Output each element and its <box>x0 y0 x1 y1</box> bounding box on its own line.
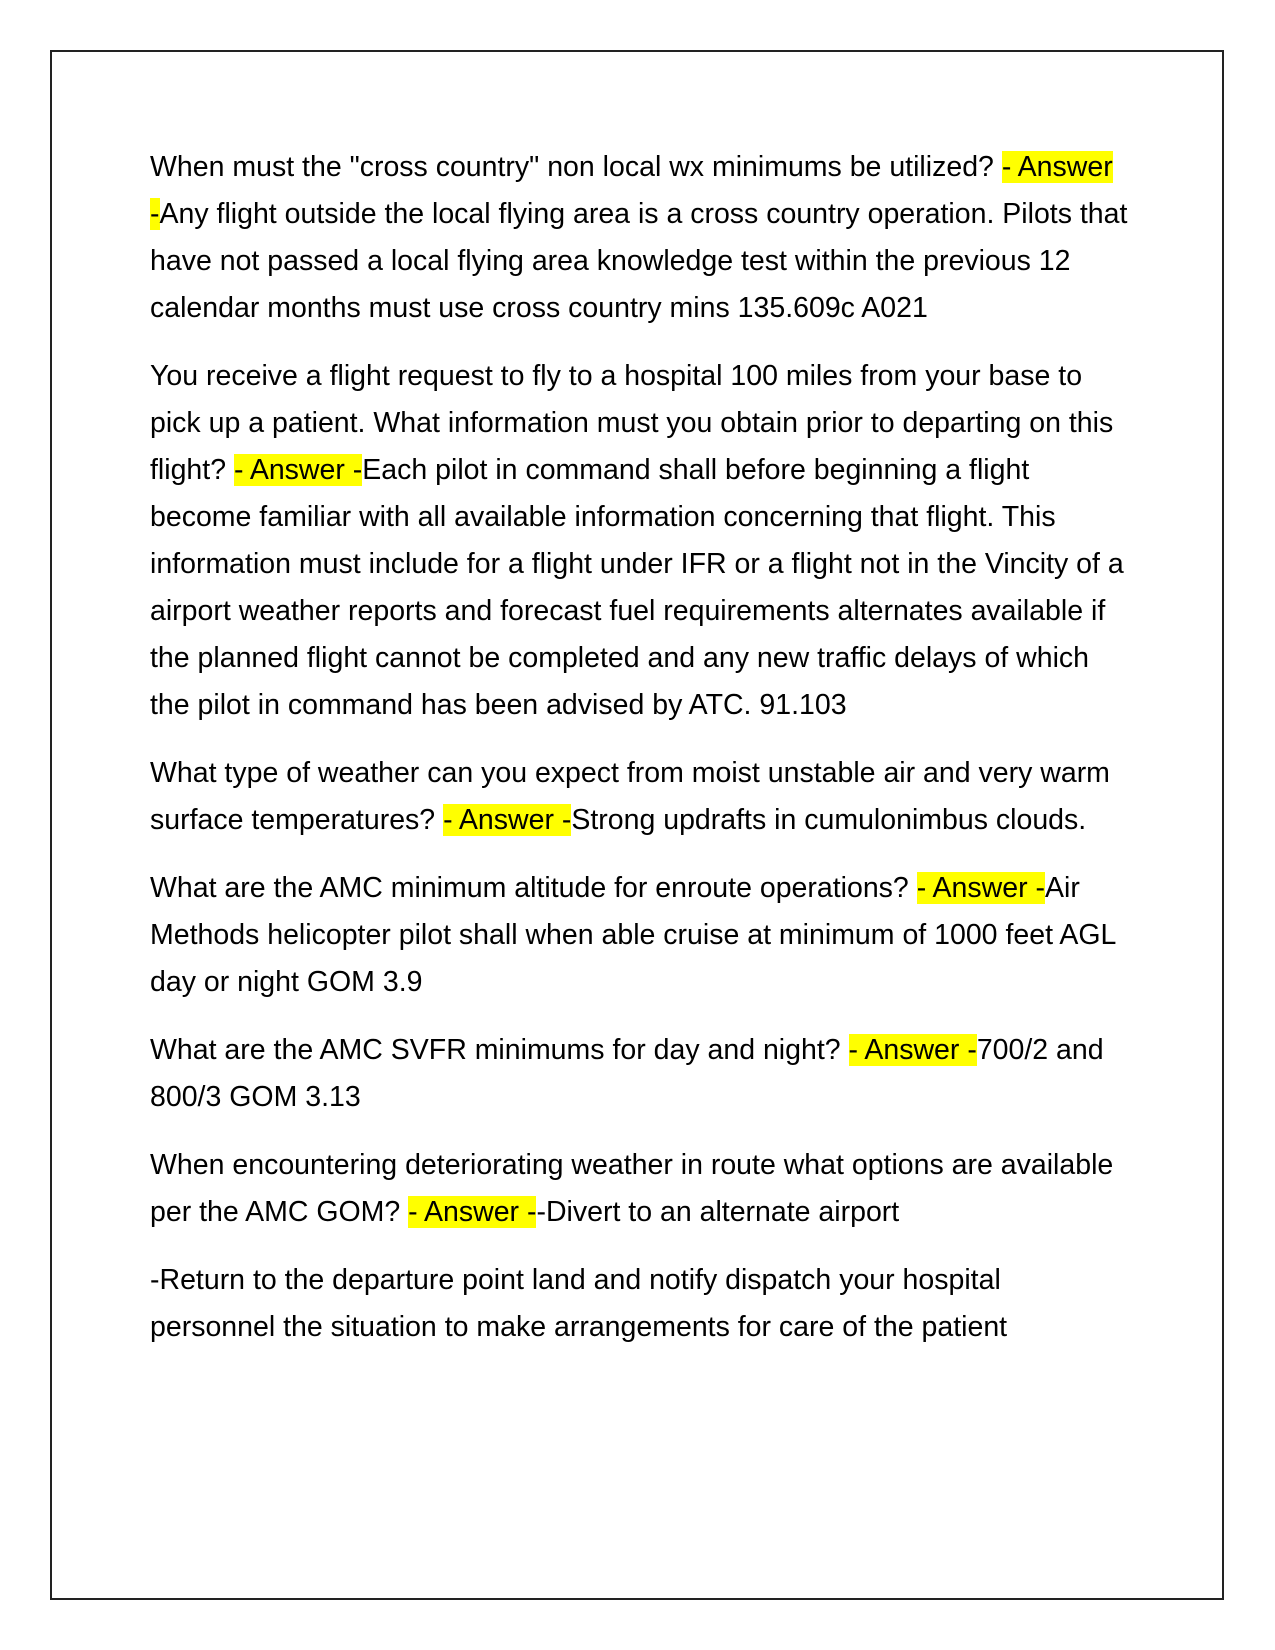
qa-item-3 <box>150 750 1130 844</box>
document-body <box>150 144 1130 1372</box>
answer-marker: - Answer - <box>150 151 1113 230</box>
question-text: When must the "cross country" non local wx minimums be utilized? <box>150 151 1002 183</box>
answer-text: Air Methods helicopter pilot shall when able cruise at minimum of 1000 feet AGL day or night GOM 3.9 <box>150 872 1116 998</box>
question-text: What are the AMC minimum altitude for enroute operations? <box>150 872 917 904</box>
answer-text: -Divert to an alternate airport <box>536 1196 900 1228</box>
answer-marker: - Answer - <box>848 1034 977 1066</box>
answer-text: 700/2 and 800/3 GOM 3.13 <box>150 1034 1104 1113</box>
qa-item-4 <box>150 865 1130 1006</box>
qa-item-6 <box>150 1142 1130 1236</box>
answer-continuation: -Return to the departure point land and notify dispatch your hospital personnel the situation to make arrangements for care of the patient <box>150 1264 1008 1343</box>
qa-item-1 <box>150 144 1130 332</box>
answer-text: Each pilot in command shall before beginning a flight become familiar with all available information concerning that flight. This information must include for a flight under IFR or a flight not in the Vincity of a airport weather reports and forecast fuel requirements alternates available if the planned flight cannot be completed and any new traffic delays of which the pilot in command has been advised by ATC. 91.103 <box>150 454 1124 721</box>
answer-marker: - Answer - <box>233 454 363 486</box>
question-text: What type of weather can you expect from moist unstable air and very warm surface temperatures? <box>150 757 1110 836</box>
question-text: What are the AMC SVFR minimums for day and night? <box>150 1034 849 1066</box>
answer-marker: - Answer - <box>408 1196 537 1228</box>
question-text: You receive a flight request to fly to a hospital 100 miles from your base to pick up a patient. What information must you obtain prior to departing on this flight? <box>150 360 1114 486</box>
answer-text: Strong updrafts in cumulonimbus clouds. <box>571 804 1087 836</box>
answer-text: Any flight outside the local flying area is a cross country operation. Pilots that have not passed a local flying area knowledge test within the previous 12 calendar months must use cross country mins 135.609c A021 <box>150 198 1128 324</box>
question-text: When encountering deteriorating weather in route what options are available per the AMC GOM? <box>150 1149 1114 1228</box>
qa-item-2 <box>150 353 1130 729</box>
qa-item-5 <box>150 1027 1130 1121</box>
answer-marker: - Answer - <box>916 872 1045 904</box>
answer-marker: - Answer - <box>443 804 572 836</box>
